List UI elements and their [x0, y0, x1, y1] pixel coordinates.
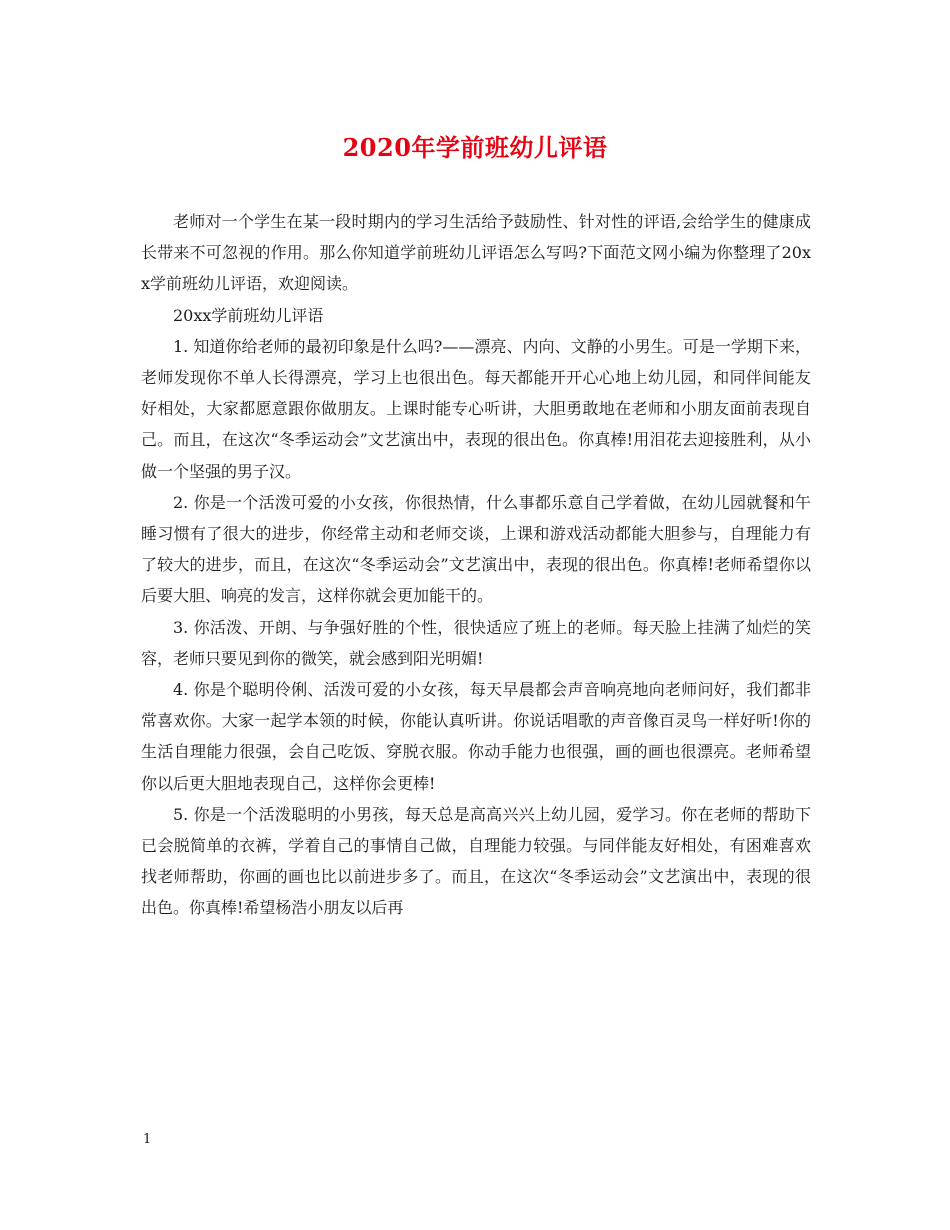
- section-heading: 20xx学前班幼儿评语: [173, 305, 324, 325]
- document-body: [141, 206, 811, 924]
- intro-paragraph: 老师对一个学生在某一段时期内的学习生活给予鼓励性、针对性的评语,会给学生的健康成长带来不可忽视的作用。那么你知道学前班幼儿评语怎么写吗?下面范文网小编为你整理了20xx学前班幼儿评语，欢迎阅读。: [141, 212, 811, 294]
- comment-paragraph-3: 3. 你活泼、开朗、与争强好胜的个性，很快适应了班上的老师。每天脸上挂满了灿烂的笑容，老师只要见到你的微笑，就会感到阳光明媚!: [141, 617, 811, 668]
- document-title: 2020年学前班幼儿评语: [342, 133, 608, 162]
- comment-paragraph-1: 1. 知道你给老师的最初印象是什么吗?——漂亮、内向、文静的小男生。可是一学期下来，老师发现你不单人长得漂亮，学习上也很出色。每天都能开开心心地上幼儿园，和同伴间能友好相处，大家都愿意跟你做朋友。上课时能专心听讲，大胆勇敢地在老师和小朋友面前表现自己。而且，在这次“冬季运动会”文艺演出中，表现的很出色。你真棒!用泪花去迎接胜利，从小做一个坚强的男子汉。: [141, 336, 811, 481]
- comment-paragraph-5: 5. 你是一个活泼聪明的小男孩，每天总是高高兴兴上幼儿园，爱学习。你在老师的帮助下已会脱简单的衣裤，学着自己的事情自己做，自理能力较强。与同伴能友好相处，有困难喜欢找老师帮助，你画的画也比以前进步多了。而且，在这次“冬季运动会”文艺演出中，表现的很出色。你真棒!希望杨浩小朋友以后再: [141, 804, 811, 918]
- comment-paragraph-4: 4. 你是个聪明伶俐、活泼可爱的小女孩，每天早晨都会声音响亮地向老师问好，我们都非常喜欢你。大家一起学本领的时候，你能认真听讲。你说话唱歌的声音像百灵鸟一样好听!你的生活自理能力很强，会自己吃饭、穿脱衣服。你动手能力也很强，画的画也很漂亮。老师希望你以后更大胆地表现自己，这样你会更棒!: [141, 680, 811, 793]
- comment-paragraph-2: 2. 你是一个活泼可爱的小女孩，你很热情，什么事都乐意自己学着做，在幼儿园就餐和午睡习惯有了很大的进步，你经常主动和老师交谈，上课和游戏活动都能大胆参与，自理能力有了较大的进步，而且，在这次“冬季运动会”文艺演出中，表现的很出色。你真棒!老师希望你以后要大胆、响亮的发言，这样你就会更加能干的。: [141, 492, 811, 606]
- page-number: 1: [143, 1132, 152, 1147]
